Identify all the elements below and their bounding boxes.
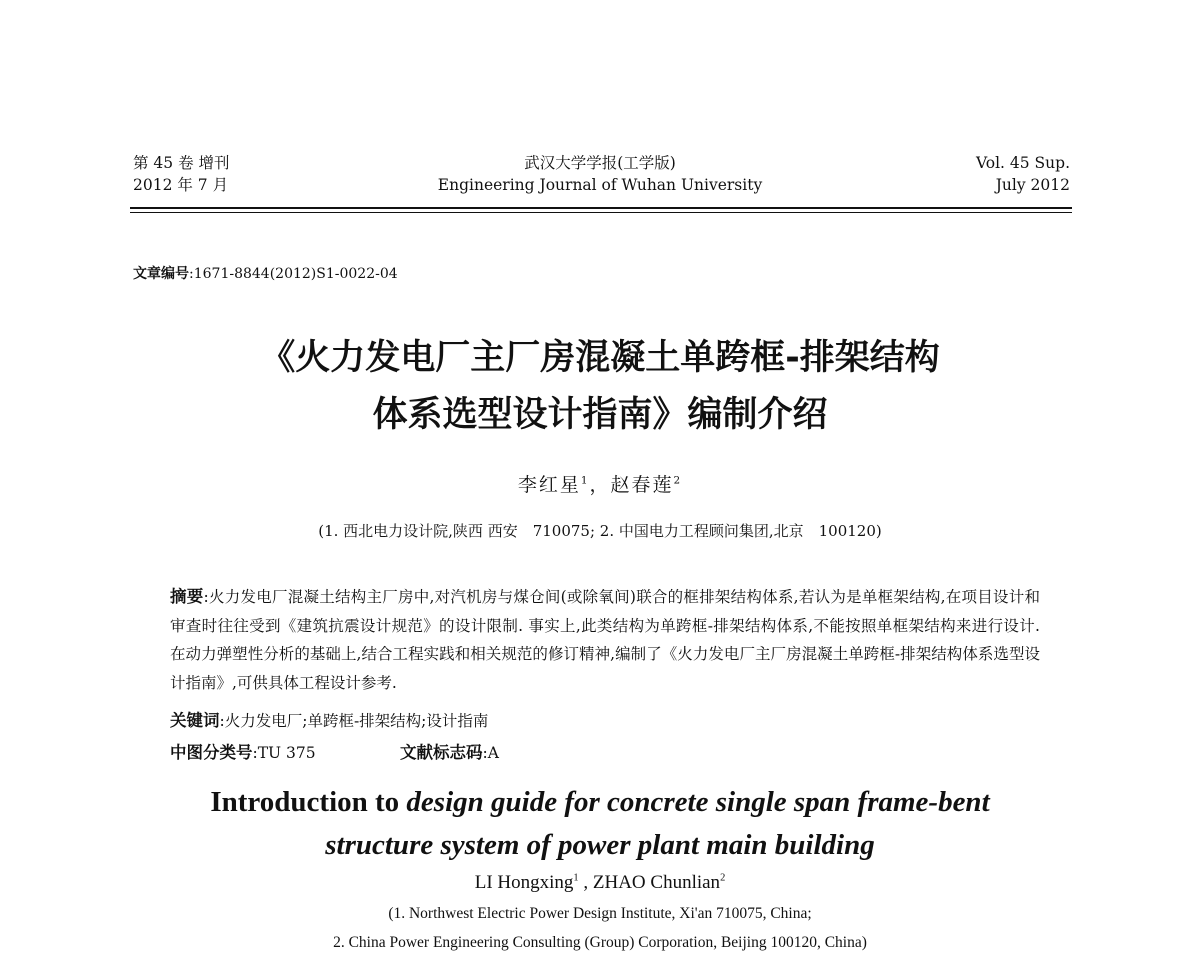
classification-number <box>170 739 316 763</box>
classification-label: 中图分类号 <box>170 743 253 762</box>
article-number-value: :1671-8844(2012)S1-0022-04 <box>189 266 398 282</box>
header-volume: 第 45 卷 增刊 <box>133 154 230 172</box>
author-zh-2-sup: 2 <box>673 474 683 487</box>
document-code-label: 文献标志码 <box>400 743 483 762</box>
header-journal-en: Engineering Journal of Wuhan University <box>437 176 763 194</box>
author-en-1-sup: 1 <box>573 872 579 884</box>
author-zh-1: 李红星 <box>517 474 581 496</box>
affiliation-en-line2: 2. China Power Engineering Consulting (Group) Corporation, Beijing 100120, China) <box>333 934 867 951</box>
title-en-italic-2: structure system of power plant main building <box>325 829 875 861</box>
author-en-2: ZHAO Chunlian <box>592 872 721 893</box>
abstract-zh <box>170 583 1040 697</box>
author-zh-sep: ， <box>589 474 611 496</box>
header-date-en: July 2012 <box>995 176 1070 194</box>
header-date: 2012 年 7 月 <box>133 176 229 194</box>
header-volume-en <box>976 152 1070 196</box>
author-zh-2: 赵春莲 <box>610 474 674 496</box>
title-zh-line2: 体系选型设计指南》编制介绍 <box>372 395 828 435</box>
header-vol-en: Vol. 45 Sup. <box>975 154 1070 172</box>
title-en-plain: Introduction to <box>210 786 407 818</box>
title-en-line1 <box>0 786 1200 819</box>
author-en-1: LI Hongxing <box>474 872 574 893</box>
abstract-text: :火力发电厂混凝土结构主厂房中,对汽机房与煤仓间(或除氧间)联合的框排架结构体系,若认为是单框架结构,在项目设计和审查时往往受到《建筑抗震设计规范》的设计限制. 事实上,此类结构为单跨框-排架结构体系,不能按照单框架结构来进行设计. 在动力弹塑性分析的基础上,结合工程实践和相关规范的修订精神,编制了《火力发电厂主厂房混凝土单跨框-排架结构体系选型设计指南》,可供具体工程设计参考. <box>170 588 1040 692</box>
header-rule-thick <box>130 207 1072 209</box>
title-zh-line1: 《火力发电厂主厂房混凝土单跨框-排架结构 <box>260 338 940 378</box>
document-code <box>400 739 499 763</box>
author-en-2-sup: 2 <box>720 872 726 884</box>
title-en-line2 <box>0 829 1200 862</box>
keywords-zh <box>170 707 488 731</box>
author-zh-1-sup: 1 <box>580 474 590 487</box>
abstract-label: 摘要 <box>170 587 204 606</box>
author-en-sep: , <box>578 872 593 893</box>
title-en-italic-1: design guide for concrete single span frame-bent <box>406 786 990 818</box>
keywords-text: :火力发电厂;单跨框-排架结构;设计指南 <box>219 712 489 730</box>
article-number <box>133 263 398 283</box>
document-code-value: :A <box>482 744 499 762</box>
affiliation-en-line1: (1. Northwest Electric Power Design Institute, Xi'an 710075, China; <box>388 905 812 922</box>
article-number-label: 文章编号 <box>133 266 189 282</box>
authors-en <box>0 872 1200 894</box>
classification-value: :TU 375 <box>252 744 316 762</box>
header-journal-zh: 武汉大学学报(工学版) <box>524 154 676 172</box>
authors-zh <box>0 470 1200 497</box>
affiliation-zh: (1. 西北电力设计院,陕西 西安 710075; 2. 中国电力工程顾问集团,北京 100120) <box>318 522 882 540</box>
keywords-label: 关键词 <box>170 711 220 730</box>
header-rule-thin <box>130 212 1072 213</box>
